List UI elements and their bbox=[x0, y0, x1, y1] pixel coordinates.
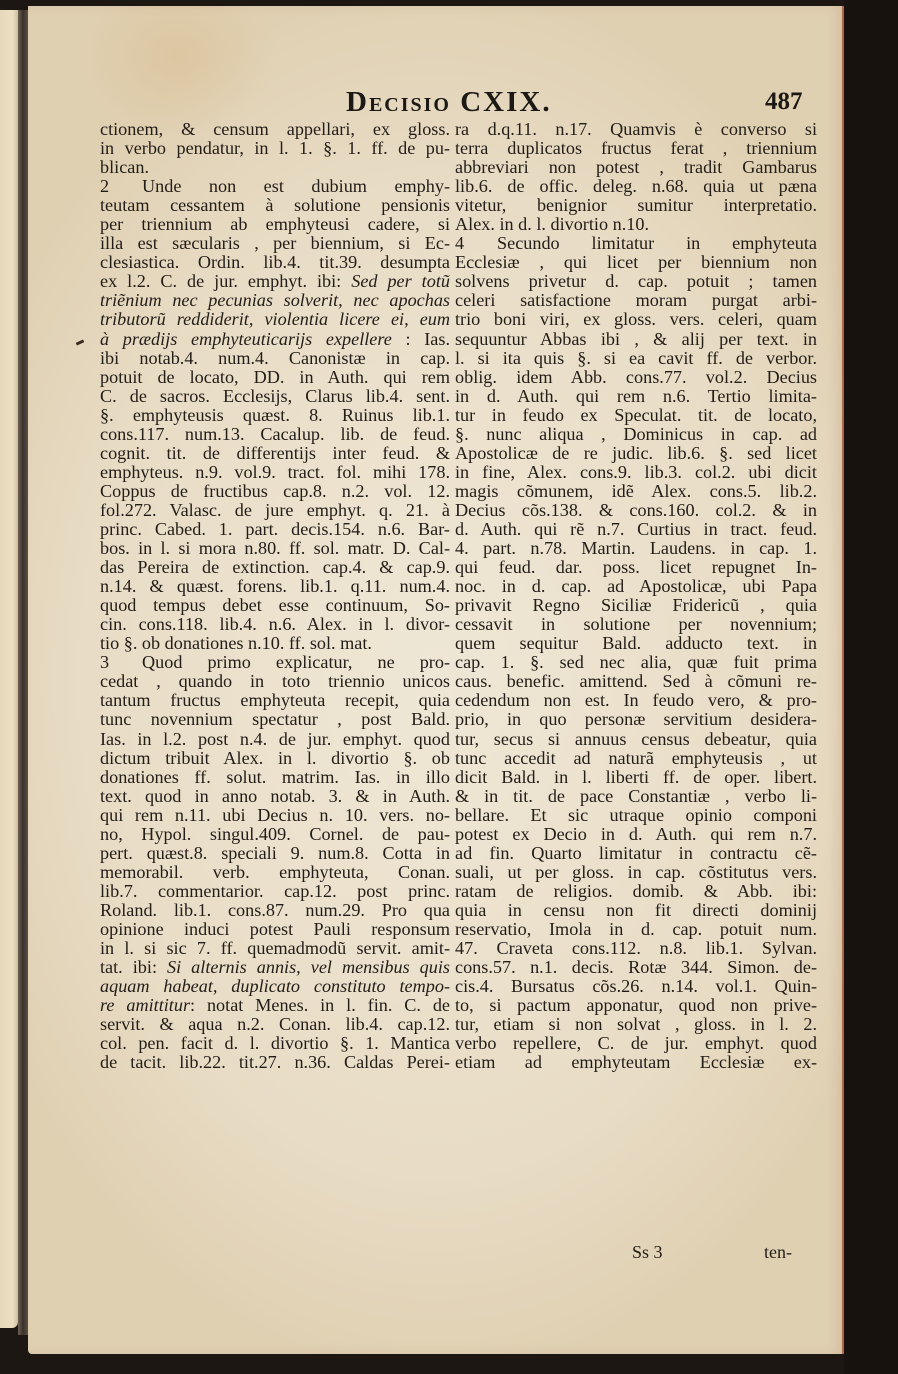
text-line bbox=[100, 406, 450, 425]
line-text: qui rem n.11. ubi Decius n. 10. vers. no- bbox=[100, 804, 450, 825]
text-line bbox=[455, 291, 817, 310]
text-line bbox=[455, 539, 817, 558]
line-text: quem sequitur Bald. adducto text. in bbox=[455, 633, 817, 654]
text-line bbox=[455, 387, 817, 406]
text-line bbox=[455, 710, 817, 729]
line-text: de tacit. lib.22. tit.27. n.36. Caldas Perei- bbox=[100, 1052, 450, 1073]
text-line bbox=[455, 901, 817, 920]
line-text: vitetur, benignior sumitur interpretatio. bbox=[455, 195, 817, 216]
line-text: Alex. in d. l. divortio n.10. bbox=[455, 214, 649, 235]
right-column bbox=[455, 120, 817, 1072]
text-line bbox=[455, 691, 817, 710]
line-text: tunc accedit ad naturã emphyteusis , ut bbox=[455, 747, 817, 768]
line-text: pert. quæst.8. speciali 9. num.8. Cotta in bbox=[100, 842, 450, 863]
line-text: servit. & aqua n.2. Conan. lib.4. cap.12. bbox=[100, 1014, 450, 1035]
text-line bbox=[455, 825, 817, 844]
line-text: terra duplicatos fructus ferat , triennium bbox=[455, 138, 817, 159]
text-line bbox=[100, 806, 450, 825]
line-text: noc. in d. cap. ad Apostolicæ, ubi Papa bbox=[455, 576, 817, 597]
line-text: teutam cessantem à solutione pensionis bbox=[100, 195, 450, 216]
line-text: tat. ibi: bbox=[100, 957, 168, 978]
text-line bbox=[100, 977, 450, 996]
text-line bbox=[100, 444, 450, 463]
line-text: quod tempus debet esse continuum, So- bbox=[100, 595, 450, 616]
signature-mark: Ss 3 bbox=[632, 1242, 663, 1262]
text-line bbox=[455, 425, 817, 444]
text-line bbox=[100, 653, 450, 672]
line-text: princ. Cabed. 1. part. decis.154. n.6. Bar- bbox=[100, 518, 450, 539]
line-text: potest ex Decio in d. Auth. qui rem n.7. bbox=[455, 823, 817, 844]
italic-quotation: triẽnium nec pecunias solverit, nec apochas bbox=[100, 290, 450, 311]
line-text: Ecclesiæ , qui licet per biennium non bbox=[455, 252, 817, 273]
text-line bbox=[455, 520, 817, 539]
text-line bbox=[455, 253, 817, 272]
italic-quotation: tributorũ reddiderit, violentia licere ei, eum bbox=[100, 309, 450, 330]
text-line bbox=[100, 558, 450, 577]
text-line bbox=[455, 120, 817, 139]
line-text: Secundo limitatur in emphyteuta bbox=[497, 233, 817, 254]
line-text: C. de sacros. Ecclesijs, Clarus lib.4. sent. bbox=[100, 385, 450, 406]
line-text: in fine, Alex. cons.9. lib.3. col.2. ubi dicit bbox=[455, 461, 817, 482]
line-text: qui feud. dar. poss. licet repugnet In- bbox=[455, 557, 817, 578]
text-line bbox=[100, 272, 450, 291]
line-text: cap. 1. §. sed nec alia, quæ fuit prima bbox=[455, 652, 817, 673]
text-line bbox=[100, 501, 450, 520]
text-line bbox=[455, 368, 817, 387]
line-text: illa est sæcularis , per biennium, si Ec- bbox=[100, 233, 450, 254]
text-line bbox=[100, 349, 450, 368]
text-line bbox=[455, 577, 817, 596]
text-line bbox=[100, 196, 450, 215]
text-line bbox=[455, 730, 817, 749]
text-line bbox=[455, 177, 817, 196]
text-line bbox=[455, 844, 817, 863]
line-text: Decius cõs.138. & cons.160. col.2. & in bbox=[455, 499, 817, 520]
text-line bbox=[455, 158, 817, 177]
line-text: l. si ita quis §. si ea cavit ff. de verbor. bbox=[455, 347, 817, 368]
page-header bbox=[28, 86, 842, 120]
text-line bbox=[455, 558, 817, 577]
text-line bbox=[455, 406, 817, 425]
text-line bbox=[100, 596, 450, 615]
line-text: cedat , quando in toto triennio unicos bbox=[100, 671, 450, 692]
line-text: abbreviari non potest , tradit Gambarus bbox=[455, 157, 817, 178]
line-text: bellare. Et sic utraque opinio componi bbox=[455, 804, 817, 825]
line-text: privavit Regno Siciliæ Fridericũ , quia bbox=[455, 595, 817, 616]
italic-quotation: re amittitur bbox=[100, 995, 191, 1016]
text-line bbox=[100, 634, 450, 653]
line-text: ratam de religios. domib. & Abb. ibi: bbox=[455, 880, 817, 901]
line-text: lib.6. de offic. deleg. n.68. quia ut pæna bbox=[455, 176, 817, 197]
text-line bbox=[100, 234, 450, 253]
text-line bbox=[100, 1053, 450, 1072]
line-text: trio boni viri, ex gloss. vers. celeri, quam bbox=[455, 309, 817, 330]
text-line bbox=[455, 653, 817, 672]
italic-quotation: aquam habeat, duplicato constituto tempo- bbox=[100, 976, 450, 997]
line-text: prio, in quo personæ servitium desidera- bbox=[455, 709, 817, 730]
text-line bbox=[100, 387, 450, 406]
line-text: text. quod in anno notab. 3. & in Auth. bbox=[100, 785, 450, 806]
line-text: Roland. lib.1. cons.87. num.29. Pro qua bbox=[100, 899, 450, 920]
text-line bbox=[455, 806, 817, 825]
line-text: magis cõmunem, idẽ Alex. cons.5. lib.2. bbox=[455, 480, 817, 501]
text-line bbox=[455, 996, 817, 1015]
text-line bbox=[100, 1034, 450, 1053]
text-line bbox=[455, 272, 817, 291]
text-line bbox=[455, 863, 817, 882]
italic-quotation: Sed per totũ bbox=[351, 271, 450, 292]
line-text: Quod primo explicatur, ne pro- bbox=[142, 652, 450, 673]
line-text: das Pereira de extinction. cap.4. & cap.9. bbox=[100, 557, 450, 578]
line-text: col. pen. facit d. l. divortio §. 1. Mantica bbox=[100, 1033, 450, 1054]
text-line bbox=[455, 234, 817, 253]
text-line bbox=[100, 768, 450, 787]
line-text: cessavit in solutione per novennium; bbox=[455, 614, 817, 635]
text-line bbox=[455, 977, 817, 996]
line-text: per triennium ab emphyteusi cadere, si bbox=[100, 214, 450, 235]
text-line bbox=[100, 482, 450, 501]
line-text: memorabil. verb. emphyteuta, Conan. bbox=[100, 861, 450, 882]
text-line bbox=[455, 882, 817, 901]
line-text: n.14. & quæst. forens. lib.1. q.11. num.4. bbox=[100, 576, 450, 597]
text-line bbox=[100, 291, 450, 310]
line-text: quia in censu non fit directi dominij bbox=[455, 899, 817, 920]
text-line bbox=[100, 920, 450, 939]
text-line bbox=[455, 596, 817, 615]
line-text: suali, ut per gloss. in cap. cõstitutus vers. bbox=[455, 861, 817, 882]
text-line bbox=[455, 939, 817, 958]
text-line bbox=[100, 253, 450, 272]
line-text: blican. bbox=[100, 157, 149, 178]
text-line bbox=[100, 615, 450, 634]
line-text: cis.4. Bursatus cõs.26. n.14. vol.1. Quin- bbox=[455, 976, 817, 997]
left-column bbox=[100, 120, 450, 1072]
text-line bbox=[100, 310, 450, 329]
line-text: d. Auth. qui rẽ n.7. Curtius in tract. feud. bbox=[455, 518, 817, 539]
line-text: ad fin. Quarto limitatur in contractu cẽ- bbox=[455, 842, 817, 863]
line-text: §. nunc aliqua , Dominicus in cap. ad bbox=[455, 423, 817, 444]
running-title: Decisio CXIX. bbox=[346, 86, 552, 118]
text-line bbox=[455, 1053, 817, 1072]
line-text: Coppus de fructibus cap.8. n.2. vol. 12. bbox=[100, 480, 450, 501]
line-text: tur, secus si annuus census debeatur, quia bbox=[455, 728, 817, 749]
text-line bbox=[100, 958, 450, 977]
facing-page-edge bbox=[0, 10, 18, 1328]
margin-mark bbox=[76, 339, 85, 345]
italic-quotation: à prædijs emphyteuticarijs expellere bbox=[100, 328, 392, 349]
text-line bbox=[100, 177, 450, 196]
text-line bbox=[100, 330, 450, 349]
book-gutter bbox=[18, 10, 28, 1335]
line-text: ibi notab.4. num.4. Canonistæ in cap. bbox=[100, 347, 450, 368]
line-text: donationes ff. solut. matrim. Ias. in illo bbox=[100, 766, 450, 787]
text-line bbox=[100, 710, 450, 729]
catchword: ten- bbox=[764, 1242, 792, 1262]
text-line bbox=[100, 368, 450, 387]
line-text: 47. Craveta cons.112. n.8. lib.1. Sylvan. bbox=[455, 938, 817, 959]
line-text: in d. Auth. qui rem n.6. Tertio limita- bbox=[455, 385, 817, 406]
line-text: ra d.q.11. n.17. Quamvis è converso si bbox=[455, 119, 817, 139]
line-text: no, Hypol. singul.409. Cornel. de pau- bbox=[100, 823, 450, 844]
text-line bbox=[455, 215, 817, 234]
paragraph-number: 4 bbox=[455, 233, 465, 254]
text-line bbox=[100, 882, 450, 901]
text-line bbox=[455, 768, 817, 787]
text-line bbox=[455, 920, 817, 939]
text-line bbox=[455, 196, 817, 215]
text-line bbox=[455, 482, 817, 501]
line-text: Unde non est dubium emphy- bbox=[142, 176, 450, 197]
line-text: ctionem, & censum appellari, ex gloss. bbox=[100, 119, 450, 139]
text-line bbox=[100, 215, 450, 234]
text-line bbox=[100, 844, 450, 863]
line-text: solvens privetur d. cap. potuit ; tamen bbox=[455, 271, 817, 292]
line-text: dicit Bald. in l. liberti ff. de oper. libert. bbox=[455, 766, 817, 787]
line-text: cons.57. n.1. decis. Rotæ 344. Simon. de- bbox=[455, 957, 817, 978]
text-line bbox=[455, 1034, 817, 1053]
text-line bbox=[100, 425, 450, 444]
line-text: clesiastica. Ordin. lib.4. tit.39. desumpta bbox=[100, 252, 450, 273]
italic-quotation: Si alternis annis, vel mensibus quis bbox=[167, 957, 450, 978]
text-line bbox=[100, 787, 450, 806]
text-line bbox=[100, 577, 450, 596]
line-text: reservatio, Imola in d. cap. potuit num. bbox=[455, 918, 817, 939]
text-line bbox=[455, 501, 817, 520]
line-text: : Ias. bbox=[391, 328, 450, 349]
line-text: fol.272. Valasc. de jure emphyt. q. 21. à bbox=[100, 499, 450, 520]
line-text: ex l.2. C. de jur. emphyt. ibi: bbox=[100, 271, 352, 292]
line-text: tantum fructus emphyteuta recepit, quia bbox=[100, 690, 450, 711]
text-line bbox=[100, 1015, 450, 1034]
text-line bbox=[100, 520, 450, 539]
text-line bbox=[455, 310, 817, 329]
line-text: opinione induci potest Pauli responsum bbox=[100, 918, 450, 939]
line-text: 4. part. n.78. Martin. Laudens. in cap. 1. bbox=[455, 538, 817, 559]
text-line bbox=[100, 691, 450, 710]
page-number: 487 bbox=[765, 88, 803, 115]
line-text: bos. in l. si mora n.80. ff. sol. matr. D. Cal- bbox=[100, 538, 450, 559]
line-text: cin. cons.118. lib.4. n.6. Alex. in l. divor- bbox=[100, 614, 450, 635]
line-text: tio §. ob donationes n.10. ff. sol. mat. bbox=[100, 633, 372, 654]
text-line bbox=[455, 139, 817, 158]
text-line bbox=[100, 939, 450, 958]
text-line bbox=[100, 996, 450, 1015]
text-line bbox=[100, 539, 450, 558]
text-line bbox=[455, 444, 817, 463]
paragraph-number: 3 bbox=[100, 652, 110, 673]
text-line bbox=[100, 120, 450, 139]
line-text: Apostolicæ de re judic. lib.6. §. sed licet bbox=[455, 442, 817, 463]
text-line bbox=[100, 749, 450, 768]
line-text: tunc novennium spectatur , post Bald. bbox=[100, 709, 450, 730]
line-text: cedendum non est. In feudo vero, & pro- bbox=[455, 690, 817, 711]
line-text: emphyteus. n.9. vol.9. tract. fol. mihi 178. bbox=[100, 461, 450, 482]
line-text: sequuntur Abbas ibi , & alij per text. in bbox=[455, 328, 817, 349]
line-text: cons.117. num.13. Cacalup. lib. de feud. bbox=[100, 423, 450, 444]
text-line bbox=[100, 672, 450, 691]
text-line bbox=[455, 349, 817, 368]
text-line bbox=[100, 901, 450, 920]
line-text: dictum tribuit Alex. in l. divortio §. ob bbox=[100, 747, 450, 768]
text-line bbox=[455, 615, 817, 634]
text-line bbox=[100, 463, 450, 482]
book-page bbox=[28, 6, 844, 1354]
line-text: to, si pactum apponatur, quod non prive- bbox=[455, 995, 817, 1016]
line-text: caus. benefic. amittend. Sed à cõmuni re- bbox=[455, 671, 817, 692]
text-line bbox=[455, 958, 817, 977]
page-footer bbox=[28, 1242, 842, 1264]
line-text: tur, etiam si non solvat , gloss. in l. 2. bbox=[455, 1014, 817, 1035]
text-line bbox=[100, 139, 450, 158]
text-line bbox=[100, 158, 450, 177]
line-text: cognit. tit. de differentijs inter feud. & bbox=[100, 442, 450, 463]
text-line bbox=[455, 749, 817, 768]
text-line bbox=[455, 330, 817, 349]
line-text: potuit de locato, DD. in Auth. qui rem bbox=[100, 366, 450, 387]
line-text: oblig. idem Abb. cons.77. vol.2. Decius bbox=[455, 366, 817, 387]
text-line bbox=[455, 634, 817, 653]
text-line bbox=[455, 672, 817, 691]
line-text: celeri satisfactione moram purgat arbi- bbox=[455, 290, 817, 311]
background-edge bbox=[844, 0, 898, 1374]
text-line bbox=[455, 463, 817, 482]
line-text: lib.7. commentarior. cap.12. post princ. bbox=[100, 880, 450, 901]
text-line bbox=[455, 787, 817, 806]
text-line bbox=[100, 730, 450, 749]
line-text: in verbo pendatur, in l. 1. §. 1. ff. de pu- bbox=[100, 138, 450, 159]
line-text: §. emphyteusis quæst. 8. Ruinus lib.1. bbox=[100, 404, 450, 425]
paragraph-number: 2 bbox=[100, 176, 110, 197]
text-line bbox=[100, 863, 450, 882]
line-text: & in tit. de pace Constantiæ , verbo li- bbox=[455, 785, 817, 806]
text-line bbox=[100, 825, 450, 844]
line-text: Ias. in l.2. post n.4. de jur. emphyt. quod bbox=[100, 728, 450, 749]
line-text: verbo repellere, C. de jur. emphyt. quod bbox=[455, 1033, 817, 1054]
line-text: etiam ad emphyteutam Ecclesiæ ex- bbox=[455, 1052, 817, 1073]
line-text: in l. si sic 7. ff. quemadmodũ servit. amit- bbox=[100, 938, 450, 959]
line-text: tur in feudo ex Speculat. tit. de locato, bbox=[455, 404, 817, 425]
line-text: : notat Menes. in l. fin. C. de bbox=[190, 995, 451, 1016]
text-line bbox=[455, 1015, 817, 1034]
